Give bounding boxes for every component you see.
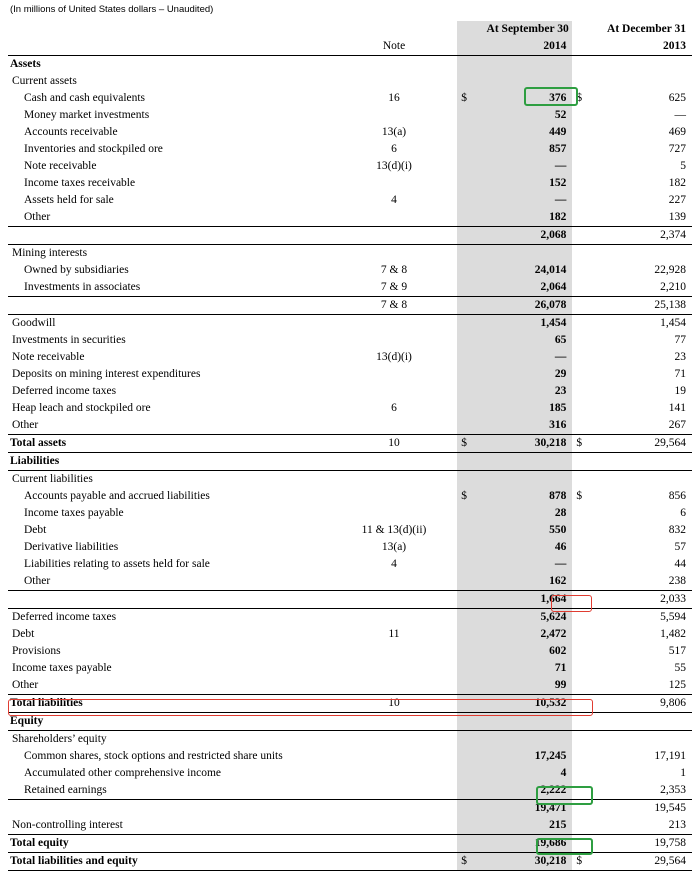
row-value-prior: 625 (668, 92, 686, 104)
row-note-reference: 7 & 8 (380, 264, 408, 276)
highlight-retained-earnings-2222 (536, 786, 593, 805)
row-value-prior: 469 (668, 126, 686, 138)
row-label: Assets held for sale (24, 194, 114, 206)
row-value-current: 2,472 (487, 626, 573, 643)
header-period-current-line2: 2014 (543, 40, 567, 52)
row-value-prior: 55 (674, 662, 686, 674)
row-label: Note receivable (24, 160, 97, 172)
row-currency-prior: $ (572, 853, 599, 871)
row-value-prior: 25,138 (599, 297, 692, 315)
row-label: Provisions (12, 645, 61, 657)
row-value-prior: 19,545 (654, 802, 686, 814)
row-value-current: 29 (487, 366, 573, 383)
row-label: Total liabilities (8, 695, 331, 713)
highlight-total-equity-19686 (536, 838, 593, 855)
row-label: Income taxes payable (24, 507, 124, 519)
row-currency-prior: $ (576, 92, 583, 104)
row-label: Cash and cash equivalents (24, 92, 146, 104)
highlight-cash-376 (524, 87, 578, 106)
row-value-prior: 182 (668, 177, 686, 189)
row-label: Mining interests (12, 247, 88, 259)
row-value-current: 152 (487, 175, 573, 192)
row-value-prior: 17,191 (654, 750, 686, 762)
row-value-current: — (487, 192, 573, 209)
row-value-prior: 856 (668, 490, 686, 502)
row-label: Inventories and stockpiled ore (24, 143, 163, 155)
row-value-current: 162 (487, 573, 573, 591)
row-value-current: 4 (487, 765, 573, 782)
row-value-prior: 19 (674, 385, 686, 397)
row-note-reference: 13(a) (381, 126, 407, 138)
row-label: Liabilities relating to assets held for sale (24, 558, 210, 570)
row-label: Investments in associates (8, 279, 331, 297)
row-label: Debt (24, 524, 47, 536)
row-label: Equity (8, 713, 331, 731)
row-label: Debt (12, 628, 35, 640)
row-note-reference: 4 (391, 194, 397, 206)
row-label: Deferred income taxes (12, 385, 117, 397)
row-value-current: 1,454 (487, 315, 573, 333)
row-note-reference: 11 & 13(d)(ii) (361, 524, 427, 536)
row-value-prior: 2,033 (599, 591, 692, 609)
row-value-prior: 727 (668, 143, 686, 155)
row-value-prior: 71 (674, 368, 686, 380)
row-value-current: 30,218 (487, 435, 573, 453)
highlight-total-liabilities-row (8, 699, 593, 716)
row-value-current: 316 (487, 417, 573, 435)
row-value-current: 46 (487, 539, 573, 556)
row-value-current: 23 (487, 383, 573, 400)
row-value-current: 71 (487, 660, 573, 677)
row-value-current: 602 (487, 643, 573, 660)
row-value-prior: 2,353 (599, 782, 692, 800)
row-currency-current: $ (457, 853, 486, 871)
row-label: Deferred income taxes (12, 611, 117, 623)
row-note-reference: 16 (388, 92, 400, 104)
row-value-current: 550 (487, 522, 573, 539)
row-value-current: 10,532 (487, 695, 573, 713)
row-value-current: 449 (487, 124, 573, 141)
row-currency-current: $ (457, 435, 486, 453)
row-value-current: 878 (487, 488, 573, 505)
row-label: Other (8, 573, 331, 591)
row-value-current: 19,686 (487, 835, 573, 853)
header-note: Note (382, 40, 406, 52)
row-value-prior: 238 (599, 573, 692, 591)
row-label: Accounts payable and accrued liabilities (24, 490, 210, 502)
row-value-current: 99 (487, 677, 573, 695)
row-value-prior: 267 (599, 417, 692, 435)
row-value-current: 24,014 (487, 262, 573, 279)
row-value-prior: 6 (680, 507, 686, 519)
row-value-prior: 227 (668, 194, 686, 206)
row-label: Heap leach and stockpiled ore (12, 402, 151, 414)
highlight-current-liabilities-1664 (551, 595, 592, 612)
row-value-current: 17,245 (487, 748, 573, 765)
row-label: Current assets (12, 75, 77, 87)
row-label: Investments in securities (12, 334, 126, 346)
row-note-reference: 10 (331, 695, 457, 713)
row-value-prior: 44 (674, 558, 686, 570)
row-value-prior: 213 (599, 817, 692, 835)
row-label: Owned by subsidiaries (24, 264, 129, 276)
row-label: Common shares, stock options and restricted share units (24, 750, 283, 762)
row-value-prior: 5 (680, 160, 686, 172)
row-value-prior: 141 (668, 402, 686, 414)
row-label: Assets (8, 56, 331, 74)
row-value-prior: 9,806 (599, 695, 692, 713)
row-value-current: 2,222 (487, 782, 573, 800)
row-value-current: 5,624 (487, 609, 573, 627)
row-value-current: — (487, 556, 573, 573)
row-label: Non-controlling interest (8, 817, 331, 835)
row-label: Total liabilities and equity (8, 853, 331, 871)
row-label: Deposits on mining interest expenditures (12, 368, 201, 380)
row-note-reference: 13(d)(i) (376, 351, 412, 363)
row-value-current: 857 (487, 141, 573, 158)
row-value-current: 1,664 (487, 591, 573, 609)
header-period-current-line1: At September 30 (486, 23, 569, 35)
row-note-reference: 6 (391, 402, 397, 414)
row-label: Accumulated other comprehensive income (24, 767, 222, 779)
row-currency-current: $ (457, 488, 486, 505)
row-value-current: — (487, 158, 573, 175)
row-note-reference: 7 & 8 (331, 297, 457, 315)
row-label: Income taxes payable (12, 662, 112, 674)
row-label: Retained earnings (8, 782, 331, 800)
row-note-reference: 10 (331, 435, 457, 453)
row-label: Liabilities (8, 453, 331, 471)
row-value-prior: 1,454 (660, 317, 686, 329)
row-value-current: 26,078 (487, 297, 573, 315)
row-note-reference: 4 (391, 558, 397, 570)
row-label: Total assets (8, 435, 331, 453)
row-value-prior: 77 (674, 334, 686, 346)
row-value-current: 215 (487, 817, 573, 835)
row-value-current: 182 (487, 209, 573, 227)
row-value-prior: 832 (668, 524, 686, 536)
statement-subtitle: (In millions of United States dollars – Unaudited) (10, 4, 214, 15)
row-value-prior: 19,758 (599, 835, 692, 853)
row-value-current: 28 (487, 505, 573, 522)
row-value-prior: 2,210 (599, 279, 692, 297)
row-currency-current: $ (457, 90, 486, 107)
row-value-prior: 29,564 (599, 853, 692, 871)
row-value-current: 2,068 (487, 227, 573, 245)
row-value-prior: 517 (668, 645, 686, 657)
row-value-prior: — (674, 109, 686, 121)
row-value-current: 19,471 (487, 800, 573, 818)
row-value-prior: 139 (599, 209, 692, 227)
row-note-reference: 13(a) (381, 541, 407, 553)
row-label: Shareholders’ equity (12, 733, 107, 745)
row-value-prior: 22,928 (654, 264, 686, 276)
row-value-current: 376 (487, 90, 573, 107)
row-label: Other (8, 209, 331, 227)
row-value-prior: 29,564 (599, 435, 692, 453)
row-value-prior: 23 (674, 351, 686, 363)
row-note-reference: 7 & 9 (331, 279, 457, 297)
row-label: Other (8, 677, 331, 695)
row-value-current: — (487, 349, 573, 366)
row-value-prior: 2,374 (599, 227, 692, 245)
row-label: Money market investments (24, 109, 150, 121)
row-label: Derivative liabilities (24, 541, 119, 553)
header-period-prior-line1: At December 31 (607, 23, 686, 35)
row-value-current: 30,218 (487, 853, 573, 871)
row-label: Income taxes receivable (24, 177, 136, 189)
row-value-current: 185 (487, 400, 573, 417)
row-note-reference: 11 (388, 628, 400, 640)
row-value-prior: 1,482 (660, 628, 686, 640)
row-label: Total equity (8, 835, 331, 853)
row-value-prior: 1 (680, 767, 686, 779)
row-value-prior: 125 (599, 677, 692, 695)
row-label: Current liabilities (12, 473, 93, 485)
row-value-current: 65 (487, 332, 573, 349)
row-label: Goodwill (12, 317, 56, 329)
row-label: Accounts receivable (24, 126, 118, 138)
row-currency-prior: $ (576, 490, 583, 502)
row-note-reference: 13(d)(i) (376, 160, 412, 172)
row-value-prior: 57 (674, 541, 686, 553)
header-period-prior-line2: 2013 (663, 40, 686, 52)
row-value-prior: 5,594 (660, 611, 686, 623)
row-value-current: 2,064 (487, 279, 573, 297)
row-note-reference: 6 (391, 143, 397, 155)
row-value-current: 52 (487, 107, 573, 124)
row-label: Note receivable (12, 351, 85, 363)
row-label: Other (8, 417, 331, 435)
row-currency-prior: $ (572, 435, 599, 453)
